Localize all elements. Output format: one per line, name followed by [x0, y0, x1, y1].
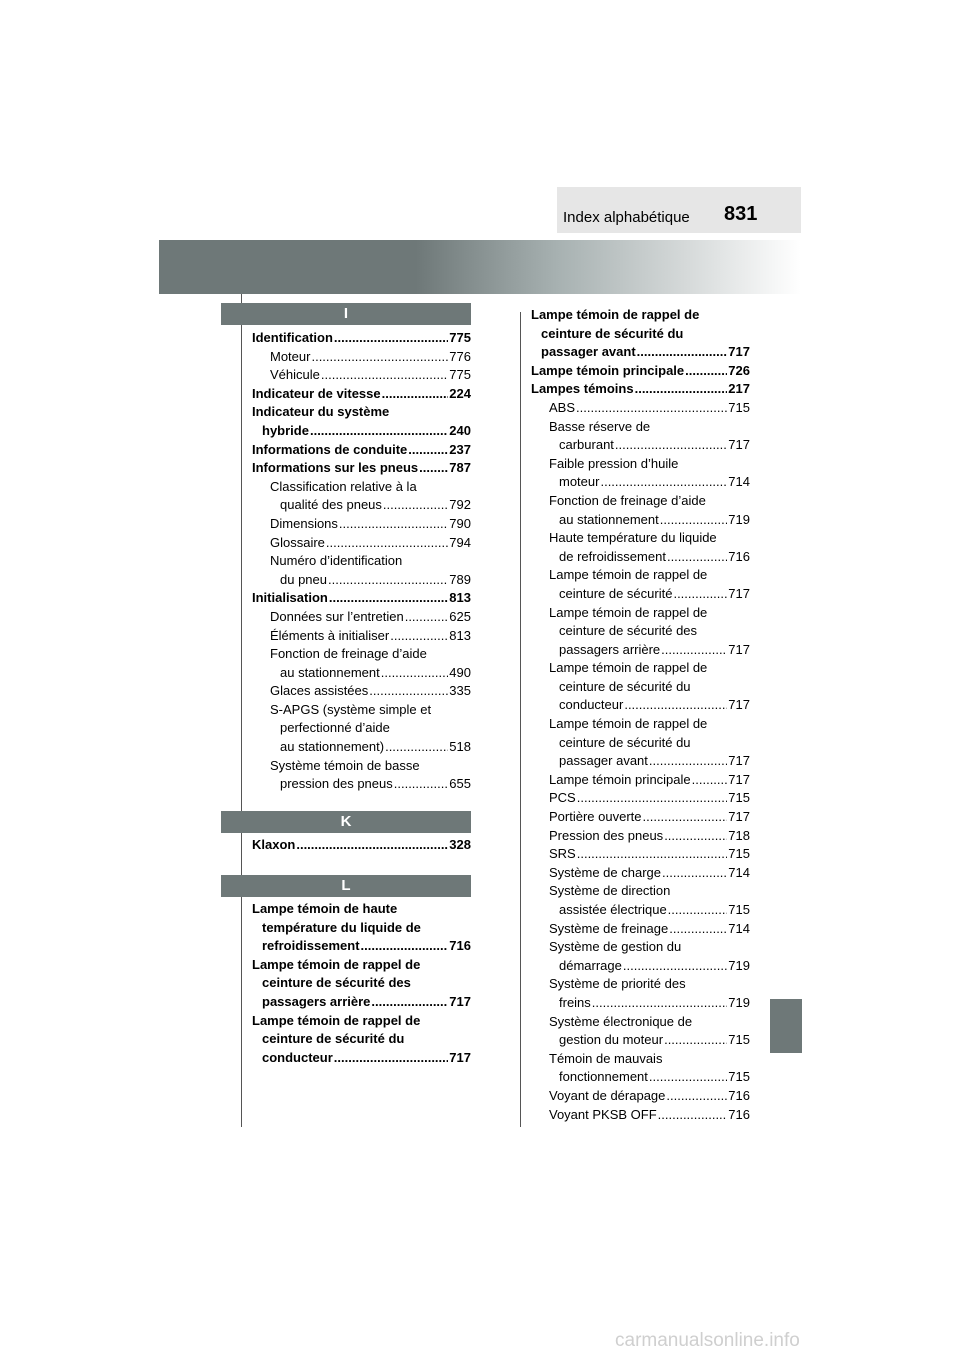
- index-entry: [252, 645, 471, 682]
- index-entry-page: 717: [728, 437, 750, 453]
- index-entry-text: Lampe témoin de rappel de: [549, 604, 708, 620]
- index-entry: [252, 552, 471, 589]
- index-entry: [531, 529, 750, 566]
- index-entry-page: 217: [728, 381, 750, 397]
- leader-dots: [408, 441, 448, 460]
- index-entry: [531, 789, 750, 808]
- index-entry-text: Informations sur les pneus: [252, 460, 419, 476]
- index-entry: [252, 1012, 471, 1068]
- index-entry-text: Fonction de freinage d’aide: [270, 646, 427, 662]
- index-entry-text: Moteur: [270, 348, 311, 364]
- index-entry: [531, 455, 750, 492]
- index-entry-page: 717: [728, 585, 750, 601]
- index-entry-page: 726: [728, 362, 750, 378]
- index-entry: [531, 715, 750, 771]
- index-entry-text: Témoin de mauvais: [549, 1050, 663, 1066]
- index-entry: [252, 589, 471, 608]
- index-entry-text: Système de priorité des: [549, 976, 686, 992]
- index-entry-text: carburant: [559, 437, 614, 453]
- index-entry-text: Pression des pneus: [549, 827, 664, 843]
- index-entry-page: 716: [728, 548, 750, 564]
- index-entry-text: PCS: [549, 790, 576, 806]
- index-entry-page: 790: [449, 515, 471, 531]
- section-header-k: K: [221, 811, 471, 833]
- index-entry-page: 775: [449, 330, 471, 345]
- index-entry-page: 813: [449, 590, 471, 606]
- index-entry: [252, 900, 471, 956]
- index-entry-page: 625: [449, 608, 471, 624]
- index-entry: [531, 808, 750, 827]
- index-entry-text: au stationnement): [280, 739, 385, 755]
- index-entry-text: Numéro d’identification: [270, 553, 403, 569]
- index-entry-text: ceinture de sécurité du: [559, 734, 691, 750]
- index-entry: [252, 515, 471, 534]
- index-entry: [252, 956, 471, 1012]
- leader-dots: [673, 585, 727, 604]
- index-entry-text: Informations de conduite: [252, 441, 408, 457]
- index-entry: [252, 459, 471, 478]
- leader-dots: [635, 380, 728, 399]
- leader-dots: [649, 1068, 727, 1087]
- leader-dots: [296, 836, 448, 855]
- leader-dots: [669, 920, 727, 939]
- index-entry-page: 715: [728, 902, 750, 917]
- index-entry-page: 714: [728, 864, 750, 880]
- index-entry-page: 794: [449, 534, 471, 550]
- index-entry-text: Lampe témoin de rappel de: [252, 956, 421, 972]
- index-entry: [531, 399, 750, 418]
- index-entry-text: conducteur: [559, 697, 624, 713]
- index-entry-page: 240: [449, 422, 471, 438]
- leader-dots: [624, 696, 727, 715]
- index-entry-page: 787: [449, 460, 471, 476]
- leader-dots: [668, 901, 728, 920]
- index-entry-page: 717: [728, 753, 750, 769]
- index-entry-text: passager avant: [541, 344, 636, 360]
- index-entry-page: 719: [728, 511, 750, 527]
- index-list-l-continued: [531, 306, 750, 1124]
- index-entry: [531, 1013, 750, 1050]
- leader-dots: [577, 789, 728, 808]
- index-entry-text: Véhicule: [270, 367, 320, 383]
- index-entry-text: Faible pression d’huile: [549, 455, 679, 471]
- index-entry-text: Système de direction: [549, 883, 671, 899]
- index-entry: [531, 938, 750, 975]
- column-divider-left: [241, 294, 242, 1127]
- index-entry-text: Éléments à initialiser: [270, 627, 390, 643]
- index-entry: [531, 1106, 750, 1125]
- leader-dots: [310, 422, 448, 441]
- index-entry: [252, 701, 471, 757]
- leader-dots: [334, 1049, 449, 1068]
- index-entry-text: Système électronique de: [549, 1013, 693, 1029]
- section-header-i: I: [221, 303, 471, 325]
- index-entry-text: Lampe témoin de rappel de: [549, 716, 708, 732]
- index-entry-text: Haute température du liquide: [549, 530, 717, 546]
- index-entry-text: passagers arrière: [262, 993, 371, 1009]
- index-entry-page: 715: [728, 1032, 750, 1048]
- index-entry-page: 224: [449, 385, 471, 401]
- index-entry: [531, 380, 750, 399]
- index-entry-text: démarrage: [559, 957, 622, 973]
- index-entry: [252, 627, 471, 646]
- index-entry: [252, 441, 471, 460]
- index-entry-page: 718: [728, 827, 750, 843]
- index-entry-page: 717: [728, 641, 750, 657]
- index-entry: [252, 329, 471, 348]
- index-entry: [531, 1087, 750, 1106]
- index-entry: [252, 403, 471, 440]
- index-entry-text: gestion du moteur: [559, 1032, 664, 1048]
- index-entry: [252, 836, 471, 855]
- page-number: 831: [724, 203, 758, 225]
- index-entry: [531, 827, 750, 846]
- index-entry-page: 813: [449, 627, 471, 643]
- index-entry: [531, 659, 750, 715]
- index-entry-text: Klaxon: [252, 837, 296, 852]
- index-entry-text: Glaces assistées: [270, 683, 369, 699]
- leader-dots: [321, 366, 448, 385]
- index-list-k: [252, 836, 471, 855]
- index-entry-text: ceinture de sécurité du: [262, 1031, 405, 1047]
- index-entry-text: Lampe témoin de rappel de: [531, 307, 700, 322]
- index-entry-text: Lampe témoin principale: [531, 362, 685, 378]
- leader-dots: [394, 775, 449, 794]
- leader-dots: [664, 1031, 727, 1050]
- leader-dots: [329, 589, 448, 608]
- index-entry-text: fonctionnement: [559, 1069, 648, 1085]
- index-entry-page: 715: [728, 846, 750, 862]
- index-entry: [531, 864, 750, 883]
- index-entry-text: pression des pneus: [280, 776, 393, 792]
- leader-dots: [382, 385, 449, 404]
- section-header-l: L: [221, 875, 471, 897]
- index-entry-text: Fonction de freinage d’aide: [549, 492, 706, 508]
- index-entry-page: 717: [728, 697, 750, 713]
- index-entry-page: 715: [728, 790, 750, 806]
- leader-dots: [577, 845, 728, 864]
- index-entry-text: Classification relative à la: [270, 478, 417, 494]
- leader-dots: [637, 343, 728, 362]
- index-entry-page: 717: [449, 993, 471, 1009]
- index-entry-page: 776: [449, 348, 471, 364]
- index-entry-page: 717: [449, 1049, 471, 1065]
- leader-dots: [326, 534, 448, 553]
- index-entry-page: 328: [449, 837, 471, 852]
- index-entry: [252, 478, 471, 515]
- index-entry: [531, 771, 750, 790]
- leader-dots: [371, 993, 448, 1012]
- leader-dots: [660, 511, 728, 530]
- index-entry-text: Voyant PKSB OFF: [549, 1106, 657, 1122]
- leader-dots: [576, 399, 727, 418]
- index-entry-text: moteur: [559, 474, 600, 490]
- index-entry: [252, 608, 471, 627]
- index-entry: [531, 362, 750, 381]
- index-entry-text: Lampes témoins: [531, 381, 634, 397]
- leader-dots: [649, 752, 727, 771]
- leader-dots: [664, 827, 727, 846]
- index-entry-text: hybride: [262, 422, 309, 438]
- leader-dots: [592, 994, 728, 1013]
- leader-dots: [662, 864, 727, 883]
- leader-dots: [383, 496, 448, 515]
- index-entry-page: 775: [449, 367, 471, 383]
- index-entry-page: 716: [728, 1087, 750, 1103]
- leader-dots: [667, 548, 727, 567]
- index-entry-text: Identification: [252, 330, 333, 345]
- index-entry-page: 717: [728, 809, 750, 825]
- index-entry: [252, 366, 471, 385]
- index-entry-text: ABS: [549, 399, 576, 415]
- column-divider-middle: [520, 312, 521, 1127]
- index-entry: [252, 757, 471, 794]
- leader-dots: [334, 329, 448, 348]
- index-entry-text: Portière ouverte: [549, 809, 642, 825]
- index-entry-page: 490: [449, 664, 471, 680]
- leader-dots: [692, 771, 728, 790]
- index-entry-page: 335: [449, 683, 471, 699]
- index-entry-text: ceinture de sécurité: [559, 585, 673, 601]
- leader-dots: [385, 738, 448, 757]
- index-entry-text: Lampe témoin principale: [549, 771, 691, 787]
- index-entry-text: Système témoin de basse: [270, 757, 420, 773]
- index-entry: [531, 975, 750, 1012]
- index-entry: [531, 920, 750, 939]
- leader-dots: [685, 362, 727, 381]
- index-entry-text: assistée électrique: [559, 902, 667, 917]
- index-entry-text: Lampe témoin de haute: [252, 901, 398, 916]
- index-entry-text: Dimensions: [270, 515, 338, 531]
- leader-dots: [339, 515, 448, 534]
- index-entry-text: ceinture de sécurité du: [541, 325, 684, 341]
- index-entry: [252, 348, 471, 367]
- leader-dots: [419, 459, 448, 478]
- index-entry-text: Lampe témoin de rappel de: [549, 567, 708, 583]
- index-entry-text: Système de gestion du: [549, 939, 682, 955]
- index-entry-text: Voyant de dérapage: [549, 1087, 666, 1103]
- leader-dots: [390, 627, 448, 646]
- index-entry-text: qualité des pneus: [280, 497, 382, 513]
- index-entry-text: du pneu: [280, 571, 327, 587]
- leader-dots: [666, 1087, 727, 1106]
- header-banner: [159, 240, 801, 294]
- index-entry: [252, 385, 471, 404]
- watermark: carmanualsonline.info: [615, 1330, 800, 1351]
- index-entry-text: conducteur: [262, 1049, 333, 1065]
- index-entry-page: 655: [449, 776, 471, 792]
- leader-dots: [623, 957, 727, 976]
- leader-dots: [369, 682, 448, 701]
- page-title: Index alphabétique: [563, 209, 690, 226]
- leader-dots: [311, 348, 448, 367]
- index-entry-text: au stationnement: [559, 511, 659, 527]
- index-entry-text: ceinture de sécurité des: [559, 623, 698, 639]
- leader-dots: [661, 641, 727, 660]
- index-entry-text: température du liquide de: [262, 919, 421, 935]
- index-entry-page: 717: [728, 771, 750, 787]
- index-entry-text: Lampe témoin de rappel de: [252, 1012, 421, 1028]
- index-entry-text: SRS: [549, 846, 576, 862]
- index-entry: [531, 845, 750, 864]
- index-entry-page: 714: [728, 920, 750, 936]
- index-entry-text: freins: [559, 994, 591, 1010]
- leader-dots: [615, 436, 727, 455]
- leader-dots: [381, 664, 449, 683]
- index-entry-text: Données sur l’entretien: [270, 608, 404, 624]
- index-entry: [531, 604, 750, 660]
- index-entry-text: perfectionné d’aide: [280, 720, 390, 736]
- index-entry-page: 789: [449, 571, 471, 587]
- index-entry-text: Glossaire: [270, 534, 325, 550]
- index-entry-text: ceinture de sécurité des: [262, 975, 411, 991]
- index-entry: [252, 682, 471, 701]
- index-entry-text: passager avant: [559, 753, 648, 769]
- chapter-tab: [770, 999, 802, 1053]
- index-entry-text: Système de freinage: [549, 920, 669, 936]
- index-list-l: [252, 900, 471, 1067]
- index-entry-text: Système de charge: [549, 864, 662, 880]
- index-entry: [252, 534, 471, 553]
- leader-dots: [361, 937, 449, 956]
- index-entry: [531, 1050, 750, 1087]
- index-entry-text: Indicateur de vitesse: [252, 385, 381, 401]
- index-entry-text: Indicateur du système: [252, 404, 390, 420]
- index-entry-page: 719: [728, 957, 750, 973]
- index-entry-text: S-APGS (système simple et: [270, 701, 432, 717]
- index-entry-page: 715: [728, 1069, 750, 1085]
- index-entry-page: 714: [728, 474, 750, 490]
- index-entry: [531, 566, 750, 603]
- index-entry-text: Basse réserve de: [549, 418, 651, 434]
- index-list-i: [252, 329, 471, 794]
- leader-dots: [328, 571, 448, 590]
- index-entry-page: 716: [449, 938, 471, 954]
- index-entry-page: 717: [728, 344, 750, 360]
- index-entry-text: de refroidissement: [559, 548, 666, 564]
- index-entry: [531, 492, 750, 529]
- index-entry-text: passagers arrière: [559, 641, 661, 657]
- leader-dots: [643, 808, 728, 827]
- index-entry: [531, 306, 750, 362]
- index-entry-text: refroidissement: [262, 938, 360, 954]
- index-entry: [531, 882, 750, 919]
- leader-dots: [405, 608, 449, 627]
- index-entry-page: 716: [728, 1106, 750, 1122]
- index-entry-page: 719: [728, 994, 750, 1010]
- index-entry-text: au stationnement: [280, 664, 380, 680]
- index-entry: [531, 418, 750, 455]
- index-entry-page: 715: [728, 399, 750, 415]
- index-entry-page: 518: [449, 739, 471, 755]
- leader-dots: [658, 1106, 728, 1125]
- index-entry-page: 237: [449, 441, 471, 457]
- index-entry-text: ceinture de sécurité du: [559, 678, 691, 694]
- index-entry-page: 792: [449, 497, 471, 513]
- index-entry-text: Lampe témoin de rappel de: [549, 660, 708, 676]
- leader-dots: [600, 473, 727, 492]
- index-entry-text: Initialisation: [252, 590, 328, 606]
